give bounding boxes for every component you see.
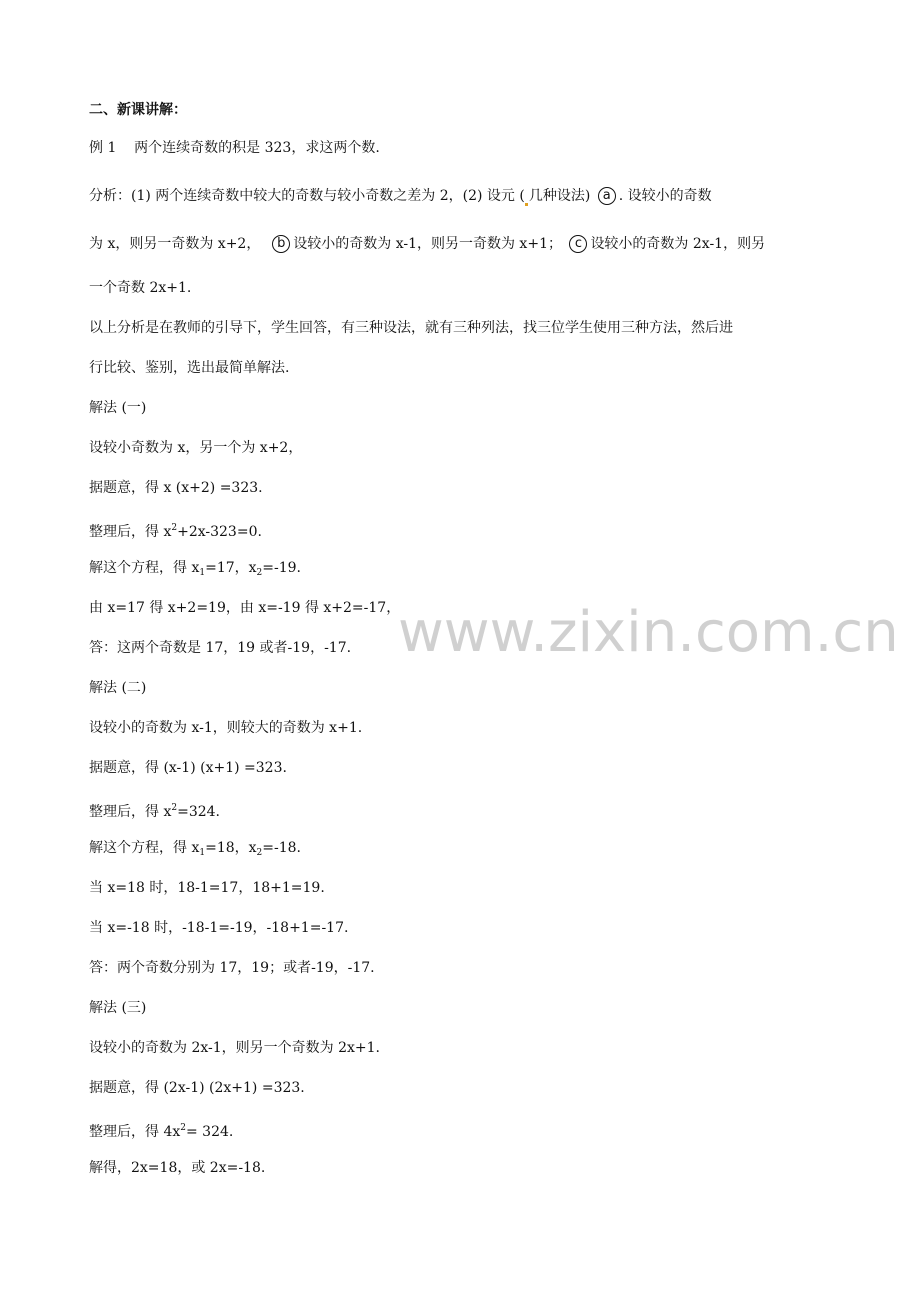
method2-step5: 当 x=18 时，18-1=17，18+1=19. (89, 880, 325, 896)
method3-step3 (89, 1118, 233, 1142)
m2s3b: =324. (177, 804, 220, 820)
analysis-line-3: 一个奇数 2x+1. (89, 280, 192, 296)
m2s4a: 解这个方程，得 x (89, 840, 200, 856)
m1s4b: =17，x (205, 560, 257, 576)
method1-step3 (89, 518, 262, 542)
method2-step4 (89, 838, 301, 863)
method2-step6: 当 x=-18 时，-18-1=-19，-18+1=-17. (89, 920, 349, 936)
summary-line-1: 以上分析是在教师的引导下，学生回答，有三种设法，就有三种列法，找三位学生使用三种方法，然后进 (89, 320, 733, 336)
circle-a-icon: a (598, 187, 616, 205)
analysis-text-2a: 为 x，则另一奇数为 x+2， (89, 236, 261, 252)
method3-step4: 解得，2x=18，或 2x=-18. (89, 1160, 266, 1176)
m1s4c: =-19. (262, 560, 302, 576)
m2s4sub1: 1 (199, 848, 206, 858)
m3s3sup: 2 (180, 1123, 186, 1133)
method1-step2: 据题意，得 x (x+2) =323. (89, 480, 263, 496)
watermark: www.zixin.com.cn (398, 600, 899, 665)
method2-step7: 答：两个奇数分别为 17，19；或者-19，-17. (89, 960, 375, 976)
method3-title: 解法 (三) (89, 1000, 147, 1016)
m2s4c: =-18. (262, 840, 302, 856)
m1s4sub2: 2 (256, 568, 263, 578)
summary-line-2: 行比较、鉴别，选出最简单解法. (89, 360, 290, 376)
marker-icon (525, 203, 528, 206)
m2s4sub2: 2 (256, 848, 263, 858)
circle-c-icon: c (569, 235, 587, 253)
m1s4a: 解这个方程，得 x (89, 560, 200, 576)
analysis-text-1c: . 设较小的奇数 (618, 188, 712, 204)
m1s3a: 整理后，得 x (89, 524, 172, 540)
method1-step4 (89, 558, 301, 583)
circle-b-icon: b (272, 235, 290, 253)
method1-step5: 由 x=17 得 x+2=19，由 x=-19 得 x+2=-17， (89, 600, 401, 616)
section-heading: 二、新课讲解： (89, 102, 187, 118)
m2s4b: =18，x (205, 840, 257, 856)
method2-step3 (89, 798, 220, 822)
analysis-line-2 (89, 234, 765, 254)
method1-step1: 设较小奇数为 x，另一个为 x+2， (89, 440, 303, 456)
analysis-text-1b: 几种设法) (528, 188, 595, 204)
m3s3a: 整理后，得 4x (89, 1124, 181, 1140)
analysis-line-1 (89, 186, 712, 206)
m1s4sub1: 1 (199, 568, 206, 578)
analysis-text-2b: 设较小的奇数为 x-1，则另一奇数为 x+1； (293, 236, 562, 252)
method3-step2: 据题意，得 (2x-1) (2x+1) =323. (89, 1080, 305, 1096)
m2s3sup: 2 (171, 803, 178, 813)
method2-step2: 据题意，得 (x-1) (x+1) =323. (89, 760, 287, 776)
method2-step1: 设较小的奇数为 x-1，则较大的奇数为 x+1. (89, 720, 363, 736)
m2s3a: 整理后，得 x (89, 804, 172, 820)
method1-step6: 答：这两个奇数是 17，19 或者-19，-17. (89, 640, 352, 656)
analysis-text-2c: 设较小的奇数为 2x-1，则另 (590, 236, 766, 252)
m1s3b: +2x-323=0. (177, 524, 262, 540)
m1s3sup: 2 (171, 523, 178, 533)
analysis-text-1a: 分析：(1) 两个连续奇数中较大的奇数与较小奇数之差为 2，(2) 设元 ( (89, 188, 525, 204)
example-problem: 两个连续奇数的积是 323，求这两个数. (134, 140, 380, 156)
method1-title: 解法 (一) (89, 400, 147, 416)
example-label: 例 1 (89, 140, 117, 156)
example-line (89, 138, 380, 158)
method3-step1: 设较小的奇数为 2x-1，则另一个奇数为 2x+1. (89, 1040, 380, 1056)
method2-title: 解法 (二) (89, 680, 147, 696)
m3s3b: = 324. (186, 1124, 234, 1140)
